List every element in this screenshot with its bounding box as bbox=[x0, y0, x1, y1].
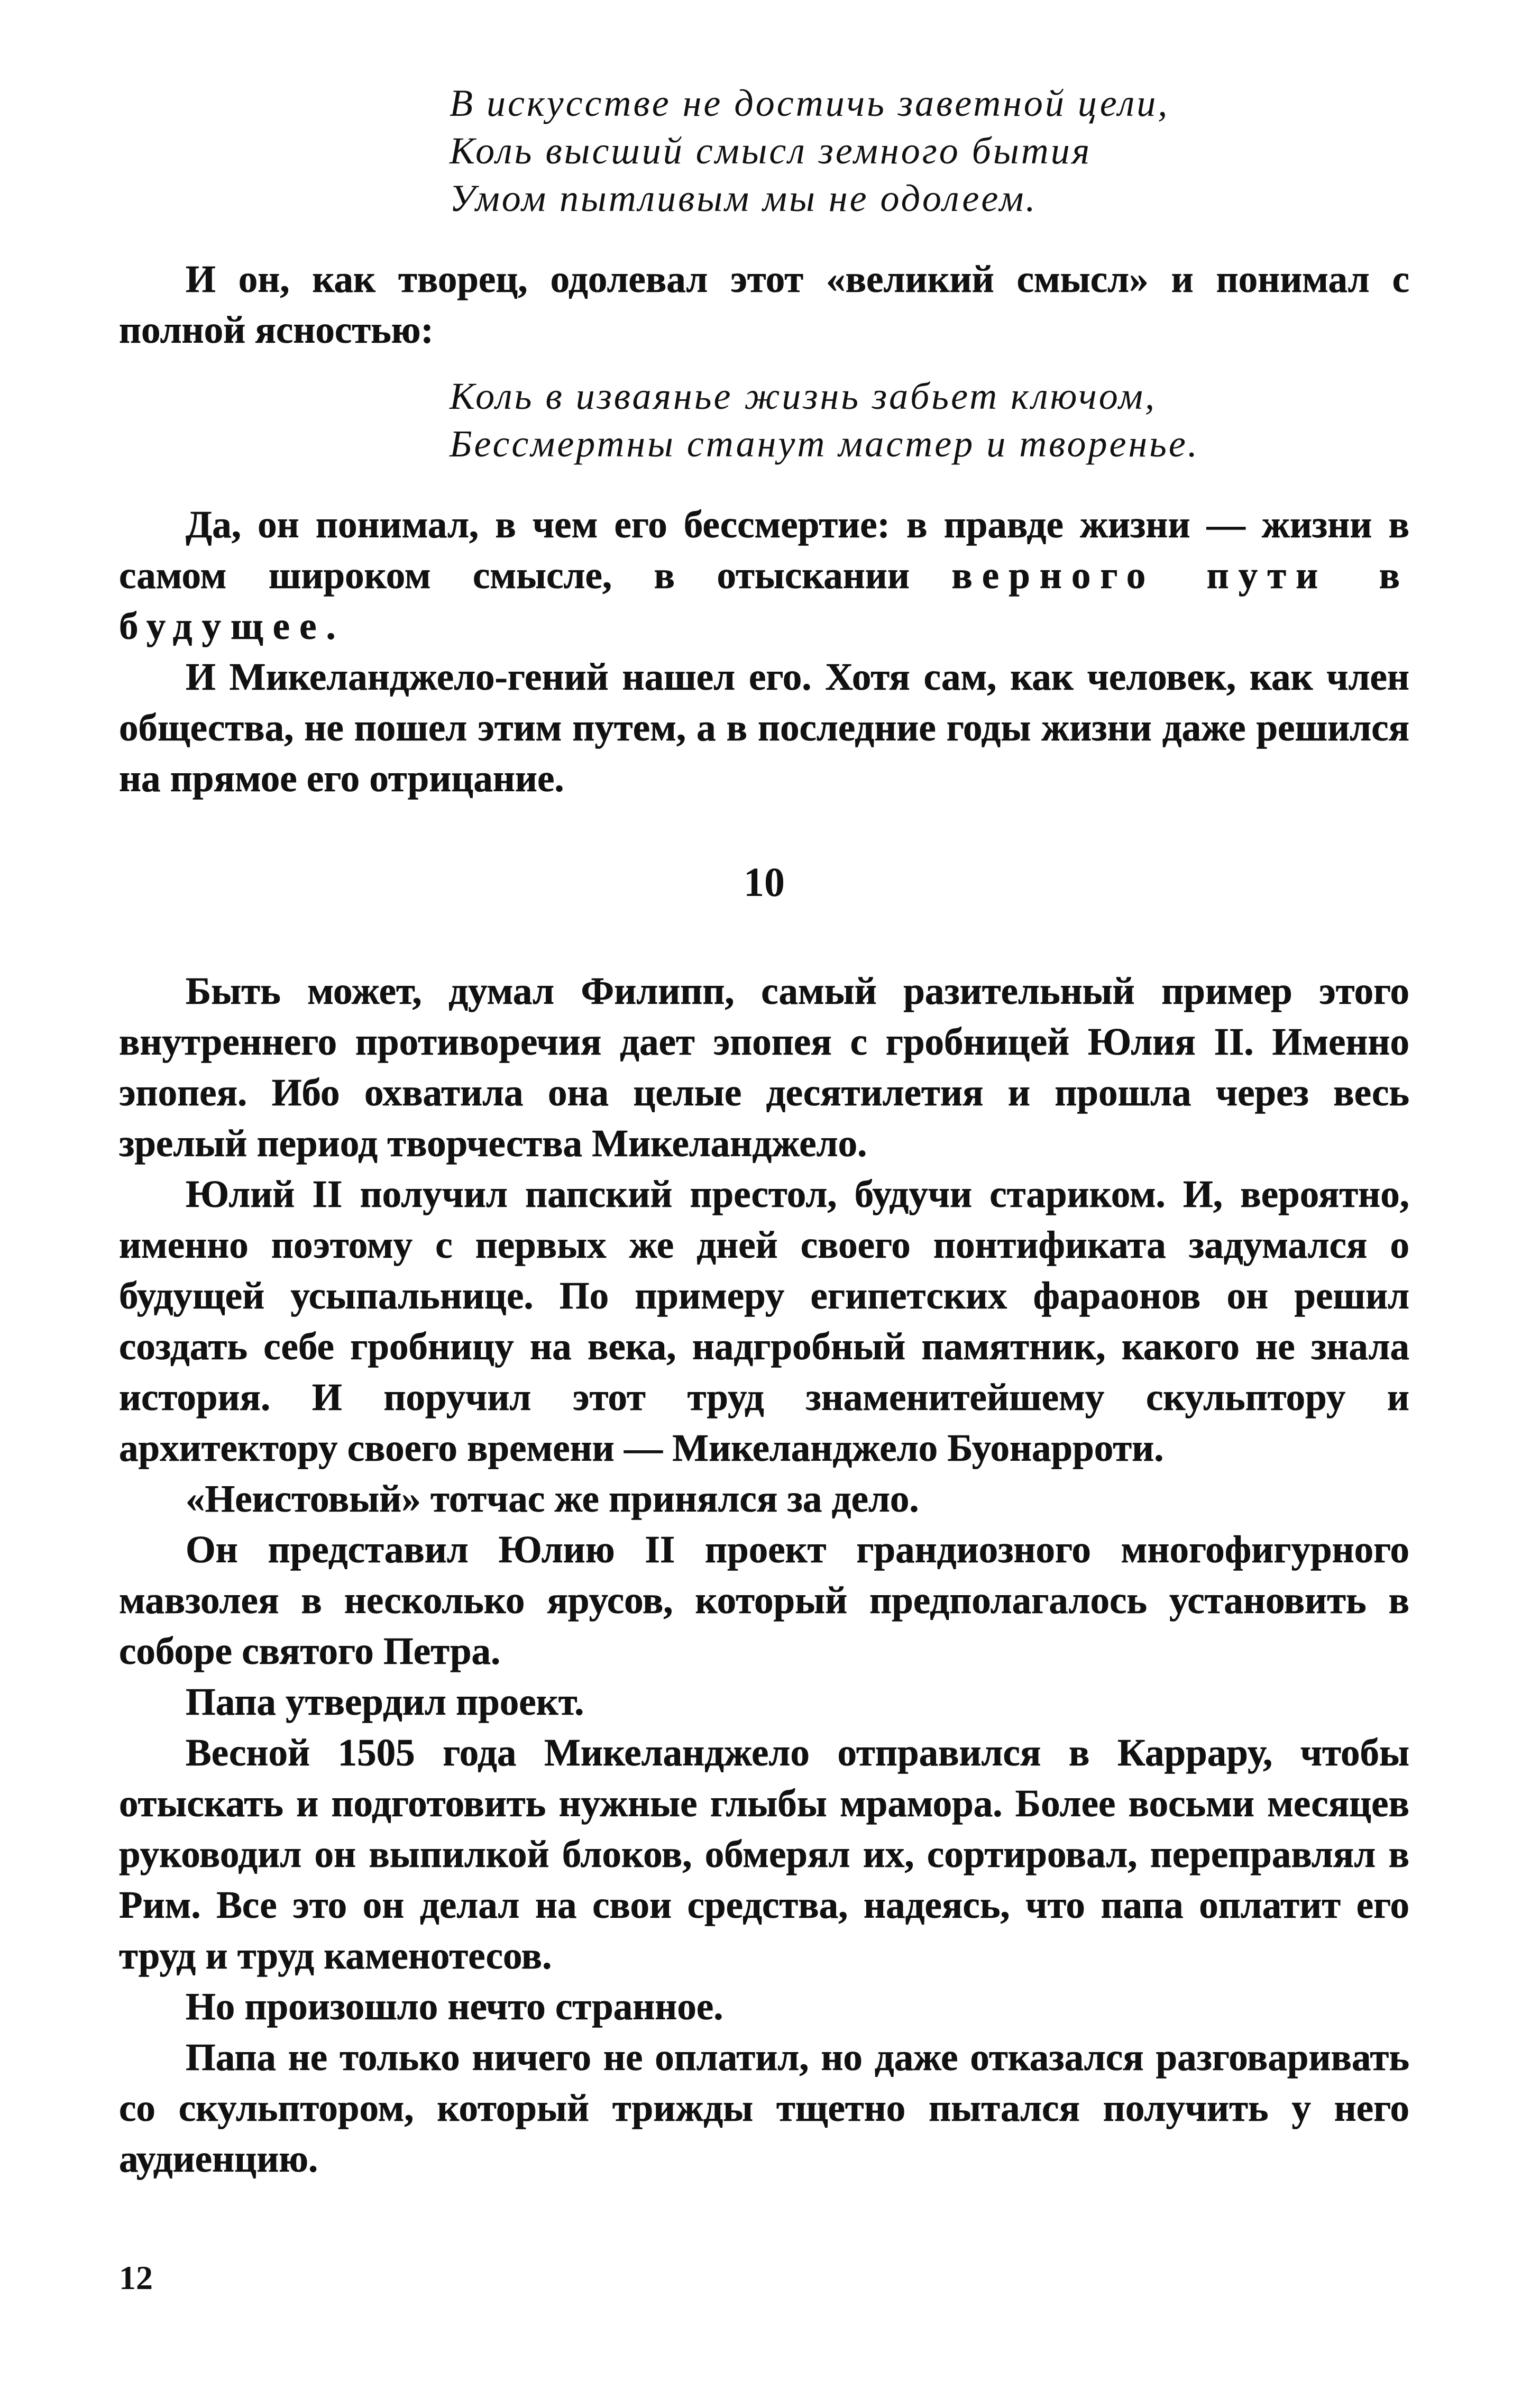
verse-quote-2 bbox=[450, 372, 1409, 468]
verse-line: Умом пытливым мы не одолеем. bbox=[450, 177, 1038, 219]
verse-line: Коль высший смысл земного бытия bbox=[450, 130, 1092, 172]
paragraph: И Микеланджело-гений нашел его. Хотя сам, как человек, как член общества, не пошел этим путем, а в последние годы жизни даже решился на прямое его отрицание. bbox=[119, 655, 1409, 800]
paragraph bbox=[119, 499, 1409, 652]
verse-quote-1 bbox=[450, 79, 1409, 222]
paragraph: Но произошло нечто странное. bbox=[186, 1985, 723, 2028]
verse-line: Бессмертны станут мастер и творенье. bbox=[450, 423, 1199, 465]
paragraph: Папа утвердил проект. bbox=[186, 1680, 584, 1723]
paragraph-lead: Да, он понимал, в чем его бессмертие: в правде жизни — жизни в самом широком смысле, в отыскании bbox=[119, 503, 1409, 597]
paragraph: Он представил Юлию II проект грандиозного многофигурного мавзолея в несколько ярусов, который предполагалось установить в соборе святого Петра. bbox=[119, 1528, 1409, 1672]
paragraph: Юлий II получил папский престол, будучи стариком. И, вероятно, именно поэтому с первых же дней своего понтификата задумался о будущей усыпальнице. По примеру египетских фараонов он решил создать себе гробницу на века, надгробный памятник, какого не знала история. И поручил этот труд знаменитейшему скульптору и архитектору своего времени — Микеланджело Буонарроти. bbox=[119, 1173, 1409, 1469]
paragraph: «Неистовый» тотчас же принялся за дело. bbox=[186, 1477, 919, 1520]
verse-line: В искусстве не достичь заветной цели, bbox=[450, 82, 1170, 124]
paragraph: Быть может, думал Филипп, самый разительный пример этого внутреннего противоречия дает эпопея с гробницей Юлия II. Именно эпопея. Ибо охватила она целые десятилетия и прошла через весь зрелый период творчества Микеланджело. bbox=[119, 969, 1409, 1165]
paragraph: Папа не только ничего не оплатил, но даже отказался разговаривать со скульптором, который трижды тщетно пытался получить у него аудиенцию. bbox=[119, 2036, 1409, 2180]
spaced-emphasis: верного пути в будущее. bbox=[119, 554, 1410, 647]
verse-line: Коль в изваянье жизнь забьет ключом, bbox=[450, 375, 1157, 417]
paragraph: Весной 1505 года Микеланджело отправился в Каррару, чтобы отыскать и подготовить нужные глыбы мрамора. Более восьми месяцев руководил он выпилкой блоков, обмерял их, сортировал, переправлял в Рим. Все это он делал на свои средства, надеясь, что папа оплатит его труд и труд каменотесов. bbox=[119, 1731, 1409, 1977]
text-column bbox=[119, 79, 1409, 2184]
page-number: 12 bbox=[119, 2259, 153, 2296]
chapter-number: 10 bbox=[744, 859, 785, 905]
paragraph: И он, как творец, одолевал этот «великий смысл» и понимал с полной ясностью: bbox=[119, 258, 1409, 351]
